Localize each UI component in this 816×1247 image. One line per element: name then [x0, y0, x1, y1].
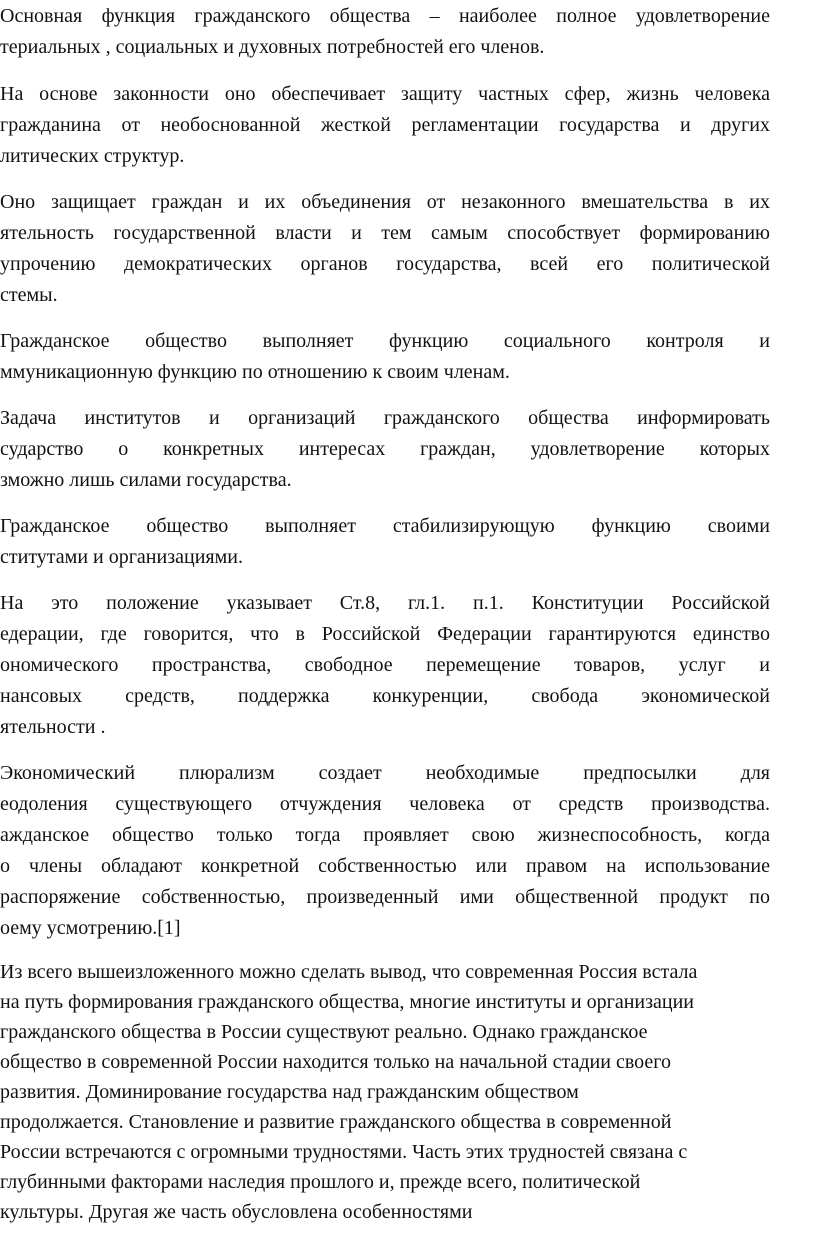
paragraph-3-line-4: стемы. — [0, 284, 58, 306]
paragraph-9-line-6: продолжается. Становление и развитие гражданского общества в современной — [0, 1111, 672, 1133]
paragraph-2-line-1: На основе законности оно обеспечивает защиту частных сфер, жизнь человека — [0, 83, 770, 105]
paragraph-9-line-4: общество в современной России находится только на начальной стадии своего — [0, 1051, 671, 1073]
paragraph-1-line-2: териальных , социальных и духовных потребностей его членов. — [0, 36, 545, 58]
paragraph-2-line-2: гражданина от необоснованной жесткой регламентации государства и других — [0, 114, 770, 136]
paragraph-8-line-6: оему усмотрению.[1] — [0, 917, 181, 939]
paragraph-9-line-9: культуры. Другая же часть обусловлена особенностями — [0, 1201, 473, 1223]
paragraph-9-line-7: России встречаются с огромными трудностями. Часть этих трудностей связана с — [0, 1141, 688, 1163]
paragraph-6-line-1: Гражданское общество выполняет стабилизирующую функцию своими — [0, 515, 770, 537]
paragraph-7-line-4: нансовых средств, поддержка конкуренции, свобода экономической — [0, 685, 770, 707]
paragraph-9-line-3: гражданского общества в России существуют реально. Однако гражданское — [0, 1021, 648, 1043]
paragraph-9-line-5: развития. Доминирование государства над гражданским обществом — [0, 1081, 579, 1103]
paragraph-3-line-2: ятельность государственной власти и тем самым способствует формированию — [0, 222, 770, 244]
paragraph-8-line-4: о члены обладают конкретной собственностью или правом на использование — [0, 855, 770, 877]
paragraph-7-line-5: ятельности . — [0, 716, 106, 738]
paragraph-4-line-1: Гражданское общество выполняет функцию социального контроля и — [0, 330, 770, 352]
paragraph-8-line-2: еодоления существующего отчуждения человека от средств производства. — [0, 793, 770, 815]
paragraph-4-line-2: ммуникационную функцию по отношению к своим членам. — [0, 361, 510, 383]
paragraph-8-line-1: Экономический плюрализм создает необходимые предпосылки для — [0, 762, 770, 784]
paragraph-1-line-1: Основная функция гражданского общества – наиболее полное удовлетворение — [0, 5, 770, 27]
paragraph-5-line-3: зможно лишь силами государства. — [0, 469, 292, 491]
paragraph-8-line-5: распоряжение собственностью, произведенный ими общественной продукт по — [0, 886, 770, 908]
paragraph-8-line-3: ажданское общество только тогда проявляет свою жизнеспособность, когда — [0, 824, 770, 846]
paragraph-3-line-1: Оно защищает граждан и их объединения от незаконного вмешательства в их — [0, 191, 770, 213]
paragraph-5-line-2: сударство о конкретных интересах граждан, удовлетворение которых — [0, 438, 770, 460]
paragraph-9-line-2: на путь формирования гражданского общества, многие институты и организации — [0, 991, 694, 1013]
paragraph-6-line-2: ститутами и организациями. — [0, 546, 243, 568]
paragraph-5-line-1: Задача институтов и организаций гражданского общества информировать — [0, 407, 770, 429]
paragraph-3-line-3: упрочению демократических органов государства, всей его политической — [0, 253, 770, 275]
paragraph-9-line-8: глубинными факторами наследия прошлого и, прежде всего, политической — [0, 1171, 641, 1193]
paragraph-7-line-3: ономического пространства, свободное перемещение товаров, услуг и — [0, 654, 770, 676]
paragraph-7-line-2: едерации, где говорится, что в Российской Федерации гарантируются единство — [0, 623, 770, 645]
paragraph-2-line-3: литических структур. — [0, 145, 185, 167]
paragraph-7-line-1: На это положение указывает Ст.8, гл.1. п.1. Конституции Российской — [0, 592, 770, 614]
paragraph-9-line-1: Из всего вышеизложенного можно сделать вывод, что современная Россия встала — [0, 961, 698, 983]
